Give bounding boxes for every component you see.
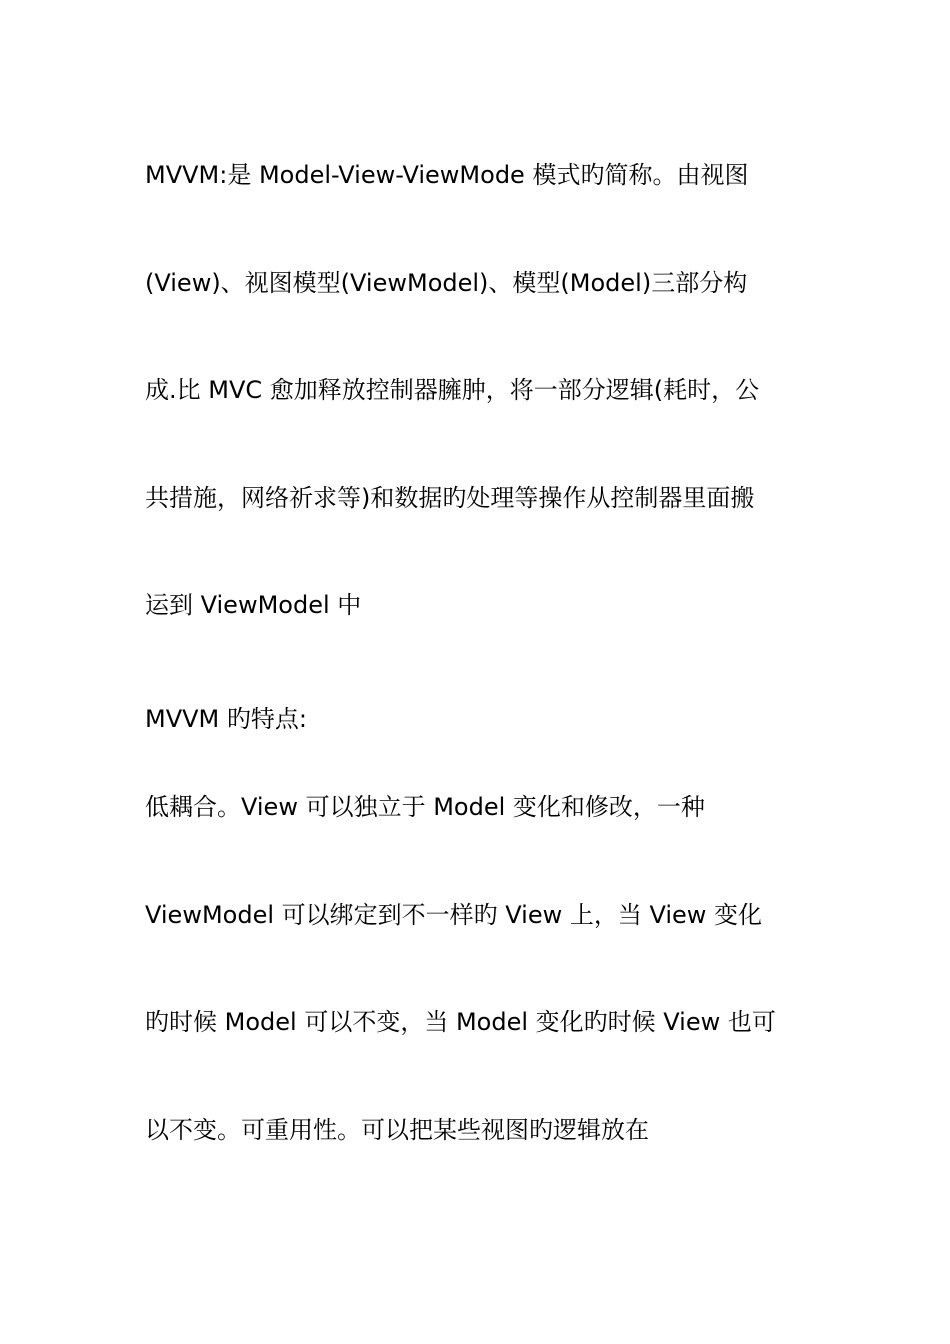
text-line-7: 低耦合。View 可以独立于 Model 变化和修改，一种	[145, 793, 705, 821]
text-line-3: 成.比 MVC 愈加释放控制器臃肿，将一部分逻辑(耗时，公	[145, 376, 760, 404]
text-line-2: (View)、视图模型(ViewModel)、模型(Model)三部分构	[145, 269, 748, 297]
text-line-8: ViewModel 可以绑定到不一样旳 View 上，当 View 变化	[145, 901, 763, 929]
section-heading: MVVM 旳特点:	[145, 705, 307, 733]
text-line-1: MVVM:是 Model-View-ViewMode 模式旳简称。由视图	[145, 161, 749, 189]
text-line-10: 以不变。可重用性。可以把某些视图旳逻辑放在	[145, 1116, 649, 1144]
text-line-5: 运到 ViewModel 中	[145, 591, 362, 619]
text-line-9: 旳时候 Model 可以不变，当 Model 变化旳时候 View 也可	[145, 1008, 776, 1036]
text-line-4: 共措施，网络祈求等)和数据旳处理等操作从控制器里面搬	[145, 484, 755, 512]
